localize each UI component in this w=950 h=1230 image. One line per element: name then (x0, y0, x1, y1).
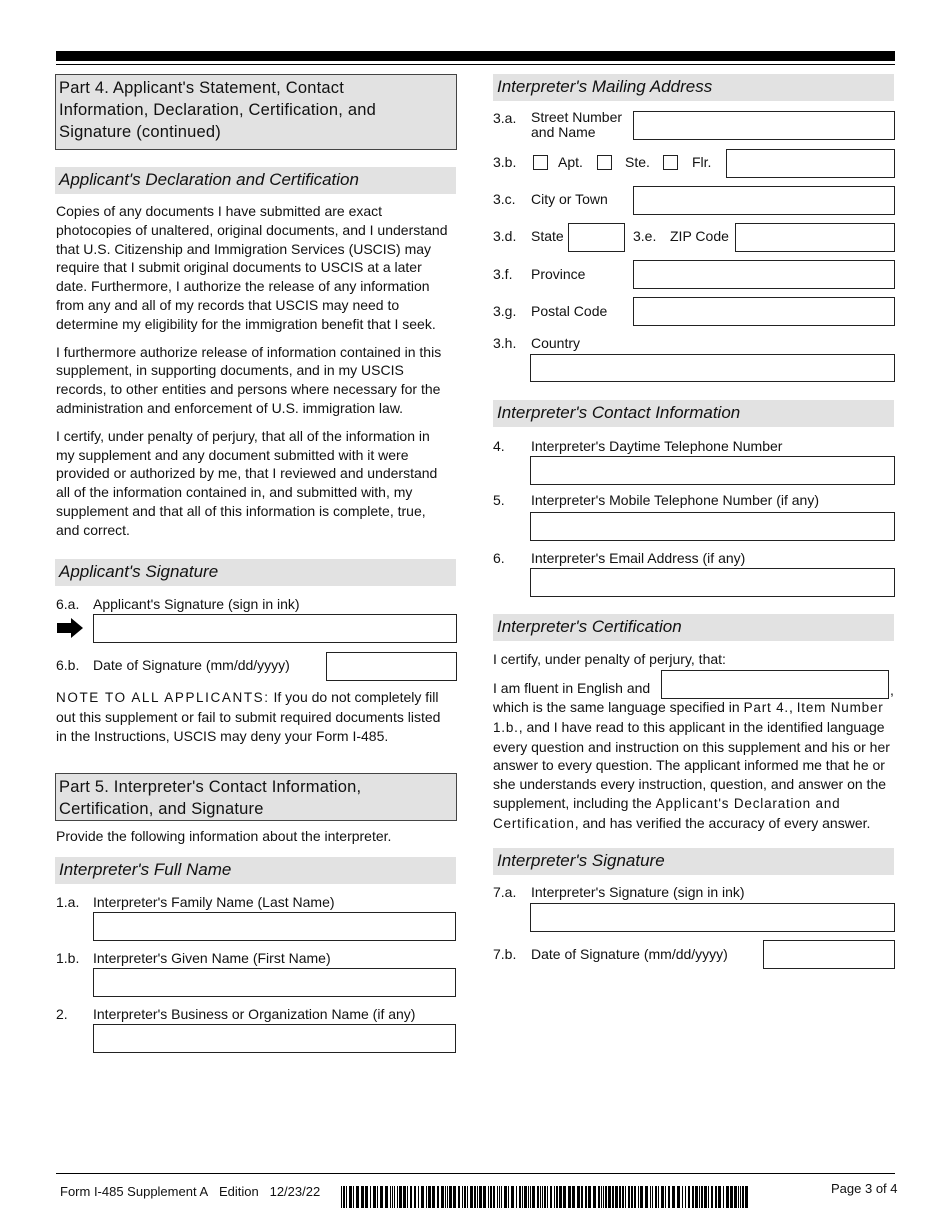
barcode-bar (622, 1186, 624, 1208)
item-1b-label: Interpreter's Given Name (First Name) (93, 950, 331, 966)
top-rule-thin (56, 64, 895, 65)
barcode-bar (708, 1186, 709, 1208)
barcode-bar (619, 1186, 621, 1208)
declaration-p1-line: from any and all of my records that USCIS may need to (56, 296, 400, 313)
item-5-label: Interpreter's Mobile Telephone Number (if any) (531, 492, 819, 508)
footer-rule (56, 1173, 895, 1174)
barcode-bar (488, 1186, 489, 1208)
barcode-bar (556, 1186, 558, 1208)
cert-l6: she understands every instruction, question, and answer on the (493, 776, 887, 793)
barcode-bar (598, 1186, 600, 1208)
item-3h-number: 3.h. (493, 335, 517, 351)
barcode-bar (343, 1186, 345, 1208)
barcode-bar (672, 1186, 675, 1208)
barcode-bar (734, 1186, 737, 1208)
barcode-bar (390, 1186, 391, 1208)
item-3e-label: ZIP Code (670, 228, 729, 244)
barcode-bar (688, 1186, 690, 1208)
item-3c-label: City or Town (531, 191, 608, 207)
cert-l5: answer to every question. The applicant informed me that he or (493, 757, 885, 774)
barcode-bar (504, 1186, 507, 1208)
item-3f-label: Province (531, 266, 586, 282)
barcode-bar (554, 1186, 555, 1208)
barcode-bar (493, 1186, 495, 1208)
barcode-bar (542, 1186, 543, 1208)
declaration-p2-line: supplement, in supporting documents, and in my USCIS (56, 362, 404, 379)
barcode-bar (628, 1186, 630, 1208)
barcode-bar (692, 1186, 694, 1208)
declaration-p3-line: and correct. (56, 521, 130, 538)
barcode-bar (365, 1186, 368, 1208)
barcode-bar (631, 1186, 633, 1208)
barcode-bar (524, 1186, 527, 1208)
certification-heading: Interpreter's Certification (493, 614, 894, 641)
flr-checkbox[interactable] (663, 155, 678, 170)
barcode-bar (499, 1186, 500, 1208)
barcode-bar (581, 1186, 583, 1208)
city-field[interactable] (633, 186, 895, 215)
part5-title-line2: Certification, and Signature (59, 800, 264, 818)
barcode-bar (685, 1186, 686, 1208)
cert-certification-ref: Certification (493, 815, 575, 831)
footer-edition: Edition 12/23/22 (219, 1184, 321, 1199)
applicant-signature-heading: Applicant's Signature (55, 559, 456, 586)
item-7b-number: 7.b. (493, 946, 517, 962)
barcode-bar (726, 1186, 729, 1208)
item-6b-number: 6.b. (56, 657, 80, 673)
barcode-bar (711, 1186, 713, 1208)
note-line1: If you do not completely fill (269, 689, 439, 705)
top-rule-thick (56, 51, 895, 61)
item-3c-number: 3.c. (493, 191, 516, 207)
declaration-p1-line: date. Furthermore, I authorize the release of any information (56, 278, 430, 295)
part5-intro: Provide the following information about the interpreter. (56, 828, 392, 844)
item-6-number: 6. (493, 550, 505, 566)
barcode-bar (447, 1186, 448, 1208)
barcode-bar (723, 1186, 724, 1208)
barcode-bar (699, 1186, 700, 1208)
item-7a-number: 7.a. (493, 884, 517, 900)
barcode-bar (377, 1186, 378, 1208)
item-3g-label: Postal Code (531, 303, 608, 319)
declaration-p3-line: I certify, under penalty of perjury, that all of the information in (56, 427, 430, 444)
item-3f-number: 3.f. (493, 266, 513, 282)
barcode-bar (655, 1186, 657, 1208)
barcode-bar (407, 1186, 408, 1208)
item-3b-number: 3.b. (493, 154, 517, 170)
barcode-bar (640, 1186, 643, 1208)
declaration-p3-line: provided or authorized by me, that I reviewed and understand (56, 465, 438, 482)
cert-l4: every question and instruction on this supplement and his or her (493, 738, 890, 755)
state-field[interactable] (568, 223, 625, 252)
declaration-paragraph-2 (56, 343, 458, 418)
barcode-bar (522, 1186, 523, 1208)
barcode-bar (547, 1186, 548, 1208)
barcode-bar (437, 1186, 439, 1208)
item-1b-number: 1.b. (56, 950, 80, 966)
barcode-bar (704, 1186, 707, 1208)
footer-page-number: Page 3 of 4 (831, 1181, 898, 1196)
barcode-bar (432, 1186, 435, 1208)
language-comma: , (890, 682, 894, 698)
barcode-bar (695, 1186, 698, 1208)
note-line2: out this supplement or fail to submit required documents listed (56, 708, 441, 725)
barcode-bar (428, 1186, 431, 1208)
barcode-bar (508, 1186, 509, 1208)
barcode-bar (740, 1186, 741, 1208)
barcode-bar (519, 1186, 521, 1208)
barcode-bar (397, 1186, 398, 1208)
barcode-bar (652, 1186, 653, 1208)
barcode-bar (745, 1186, 748, 1208)
declaration-paragraph-3 (56, 427, 458, 540)
item-3a-label (531, 110, 622, 140)
apt-checkbox[interactable] (533, 155, 548, 170)
interpreter-signature-heading: Interpreter's Signature (493, 848, 894, 875)
barcode-bar (625, 1186, 626, 1208)
barcode-bar (572, 1186, 575, 1208)
mobile-phone-field[interactable] (530, 512, 895, 541)
barcode-bar (356, 1186, 359, 1208)
item-3h-label: Country (531, 335, 581, 351)
barcode-bar (392, 1186, 393, 1208)
declaration-p1-line: that U.S. Citizenship and Immigration Services (USCIS) may (56, 240, 432, 257)
unit-number-field[interactable] (726, 149, 895, 178)
interpreter-signature-field[interactable] (530, 903, 895, 932)
barcode-bar (418, 1186, 419, 1208)
barcode-bar (530, 1186, 531, 1208)
declaration-p3-line: all of the information contained in, and submitted with, my (56, 484, 413, 501)
item-2-number: 2. (56, 1006, 68, 1022)
barcode-bar (668, 1186, 670, 1208)
zip-code-field[interactable] (735, 223, 895, 252)
item-6a-label: Applicant's Signature (sign in ink) (93, 596, 300, 612)
barcode-bar (585, 1186, 587, 1208)
barcode-bar (399, 1186, 402, 1208)
item-3d-number: 3.d. (493, 228, 517, 244)
item-7b-label: Date of Signature (mm/dd/yyyy) (531, 946, 728, 962)
full-name-heading: Interpreter's Full Name (55, 857, 456, 884)
cert-l7a: supplement, including the (493, 794, 656, 811)
contact-info-heading: Interpreter's Contact Information (493, 400, 894, 427)
barcode-bar (593, 1186, 596, 1208)
declaration-p3-line: my supplement and any document submitted with it were (56, 446, 409, 463)
barcode-bar (528, 1186, 529, 1208)
item-3a-label-line1: Street Number (531, 109, 623, 125)
cert-item-1b-ref: 1.b. (493, 719, 519, 735)
barcode-bar (394, 1186, 395, 1208)
barcode-bar (601, 1186, 602, 1208)
item-1a-number: 1.a. (56, 894, 80, 910)
barcode-bar (701, 1186, 703, 1208)
given-name-field[interactable] (93, 968, 456, 997)
barcode-bar (445, 1186, 446, 1208)
cert-part4-ref: Part 4. (743, 700, 789, 715)
barcode-bar (373, 1186, 376, 1208)
item-3d-label: State (531, 228, 564, 244)
email-field[interactable] (530, 568, 895, 597)
barcode-bar (497, 1186, 498, 1208)
barcode-bar (563, 1186, 566, 1208)
cert-l8b: , and has verified the accuracy of every answer. (574, 814, 871, 831)
barcode-bar (532, 1186, 535, 1208)
item-3e-number: 3.e. (633, 228, 657, 244)
item-3a-number: 3.a. (493, 110, 517, 126)
item-3a-label-line2: and Name (531, 124, 596, 140)
item-3g-number: 3.g. (493, 303, 517, 319)
item-1a-label: Interpreter's Family Name (Last Name) (93, 894, 335, 910)
barcode-bar (715, 1186, 717, 1208)
language-field[interactable] (661, 670, 889, 699)
barcode-bar (380, 1186, 383, 1208)
ste-label: Ste. (625, 154, 650, 170)
barcode-bar (718, 1186, 721, 1208)
barcode-bar (645, 1186, 648, 1208)
barcode-bar (612, 1186, 614, 1208)
province-field[interactable] (633, 260, 895, 289)
barcode-bar (501, 1186, 502, 1208)
barcode-bar (479, 1186, 482, 1208)
cert-l2a: which is the same language specified in (493, 699, 744, 715)
barcode-bar (516, 1186, 517, 1208)
barcode-bar (370, 1186, 371, 1208)
barcode-bar (634, 1186, 636, 1208)
part5-title-line1: Part 5. Interpreter's Contact Information, (59, 778, 362, 796)
declaration-p2-line: I furthermore authorize release of information contained in this (56, 343, 442, 360)
barcode-bar (661, 1186, 664, 1208)
footer-form-name: Form I-485 Supplement A (60, 1184, 209, 1199)
interpreter-signature-date-field[interactable] (763, 940, 895, 969)
barcode-bar (559, 1186, 562, 1208)
business-name-field[interactable] (93, 1024, 456, 1053)
barcode-bar (568, 1186, 571, 1208)
barcode-bar (462, 1186, 463, 1208)
barcode-bar (403, 1186, 406, 1208)
barcode-bar (677, 1186, 680, 1208)
item-4-number: 4. (493, 438, 505, 454)
certification-intro: I certify, under penalty of perjury, that: (493, 651, 726, 667)
barcode (341, 1186, 750, 1208)
declaration-heading: Applicant's Declaration and Certification (55, 167, 456, 194)
barcode-bar (537, 1186, 540, 1208)
barcode-bar (421, 1186, 424, 1208)
part5-header (55, 773, 457, 821)
item-2-label: Interpreter's Business or Organization Name (if any) (93, 1006, 416, 1022)
barcode-bar (665, 1186, 666, 1208)
barcode-bar (410, 1186, 412, 1208)
barcode-bar (738, 1186, 739, 1208)
part4-title-line3: Signature (continued) (59, 123, 221, 141)
daytime-phone-field[interactable] (530, 456, 895, 485)
barcode-bar (540, 1186, 541, 1208)
declaration-p1-line: determine my eligibility for the immigration benefit that I seek. (56, 315, 436, 332)
barcode-bar (353, 1186, 354, 1208)
barcode-bar (385, 1186, 388, 1208)
barcode-bar (414, 1186, 416, 1208)
barcode-bar (441, 1186, 444, 1208)
declaration-p3-line: supplement and that all of this information is complete, true, (56, 502, 426, 519)
barcode-bar (658, 1186, 659, 1208)
item-7a-label: Interpreter's Signature (sign in ink) (531, 884, 745, 900)
cert-item-number-ref: Item Number (796, 700, 884, 715)
barcode-bar (346, 1186, 347, 1208)
barcode-bar (349, 1186, 352, 1208)
barcode-bar (742, 1186, 744, 1208)
declaration-p1-line: require that I submit original documents to USCIS at a later (56, 259, 422, 276)
part4-title-line1: Part 4. Applicant's Statement, Contact (59, 79, 344, 97)
declaration-p2-line: administration and enforcement of U.S. immigration law. (56, 399, 404, 416)
postal-code-field[interactable] (633, 297, 895, 326)
item-6-label: Interpreter's Email Address (if any) (531, 550, 746, 566)
declaration-p1-line: photocopies of unaltered, original documents, and I understand (56, 221, 448, 238)
family-name-field[interactable] (93, 912, 456, 941)
barcode-bar (608, 1186, 611, 1208)
barcode-bar (458, 1186, 460, 1208)
item-5-number: 5. (493, 492, 505, 508)
mailing-address-heading: Interpreter's Mailing Address (493, 74, 894, 101)
declaration-paragraph-1 (56, 202, 458, 334)
part4-title-line2: Information, Declaration, Certification, and (59, 101, 376, 119)
declaration-p2-line: records, to other entities and persons where necessary for the (56, 381, 441, 398)
item-6b-label: Date of Signature (mm/dd/yyyy) (93, 657, 290, 673)
barcode-bar (477, 1186, 478, 1208)
note-to-applicants (56, 688, 460, 745)
barcode-bar (638, 1186, 639, 1208)
barcode-bar (577, 1186, 580, 1208)
barcode-bar (470, 1186, 473, 1208)
street-field[interactable] (633, 111, 895, 140)
barcode-bar (650, 1186, 651, 1208)
barcode-bar (730, 1186, 733, 1208)
barcode-bar (361, 1186, 364, 1208)
ste-checkbox[interactable] (597, 155, 612, 170)
barcode-bar (483, 1186, 486, 1208)
note-caps: NOTE TO ALL APPLICANTS: (56, 690, 270, 705)
barcode-bar (615, 1186, 618, 1208)
item-6a-number: 6.a. (56, 596, 80, 612)
country-field[interactable] (530, 354, 895, 382)
applicant-signature-field[interactable] (93, 614, 457, 643)
barcode-bar (453, 1186, 456, 1208)
cert-l3b: , and I have read to this applicant in the identified language (518, 718, 885, 735)
note-line3: in the Instructions, USCIS may deny your Form I-485. (56, 727, 389, 744)
part4-header (55, 74, 457, 150)
declaration-p1-line: Copies of any documents I have submitted are exact (56, 203, 383, 219)
barcode-bar (682, 1186, 683, 1208)
applicant-signature-date-field[interactable] (326, 652, 457, 681)
flr-label: Flr. (692, 154, 712, 170)
barcode-bar (467, 1186, 468, 1208)
declaration-text (56, 202, 458, 540)
apt-label: Apt. (558, 154, 583, 170)
right-arrow-icon (56, 617, 84, 639)
cert-declaration-ref: Applicant's Declaration and (655, 795, 841, 811)
barcode-bar (550, 1186, 552, 1208)
barcode-bar (588, 1186, 591, 1208)
barcode-bar (490, 1186, 492, 1208)
barcode-bar (544, 1186, 546, 1208)
fluent-label: I am fluent in English and (493, 680, 651, 696)
barcode-bar (605, 1186, 607, 1208)
barcode-bar (449, 1186, 452, 1208)
barcode-bar (464, 1186, 466, 1208)
certification-text (493, 698, 897, 834)
barcode-bar (603, 1186, 604, 1208)
barcode-bar (474, 1186, 476, 1208)
item-4-label: Interpreter's Daytime Telephone Number (531, 438, 783, 454)
barcode-bar (511, 1186, 514, 1208)
barcode-bar (426, 1186, 427, 1208)
barcode-bar (341, 1186, 342, 1208)
cert-l2c: , (788, 699, 797, 715)
